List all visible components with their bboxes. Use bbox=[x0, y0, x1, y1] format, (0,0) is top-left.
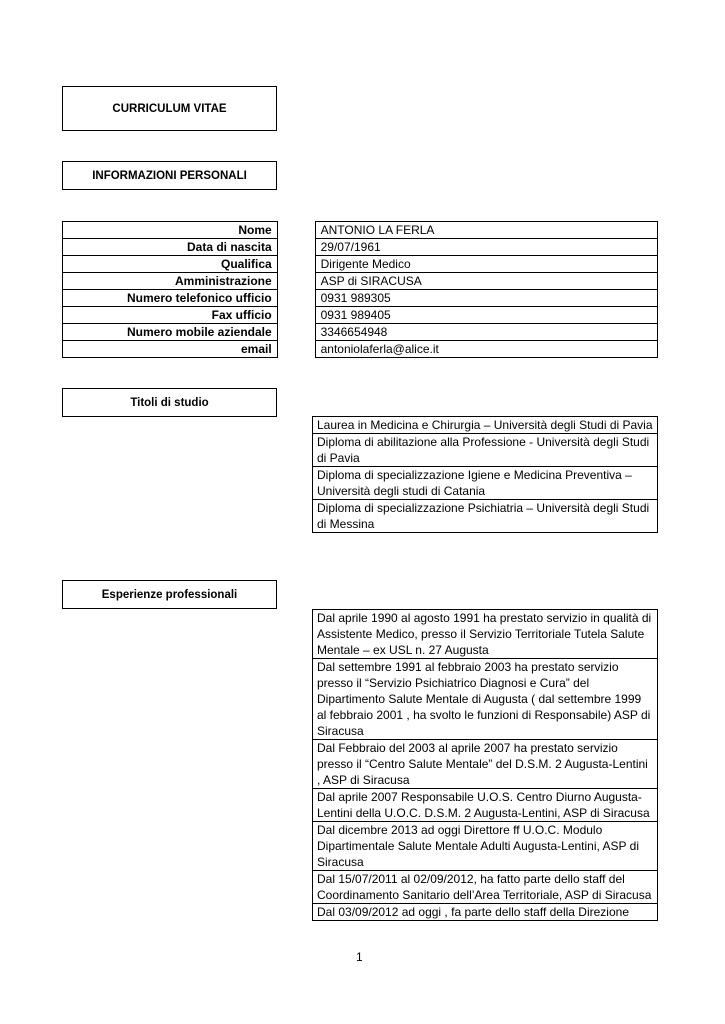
personal-info-spacer bbox=[277, 256, 315, 273]
personal-info-label: Numero mobile aziendale bbox=[63, 324, 278, 341]
personal-info-row bbox=[63, 290, 658, 307]
personal-info-row bbox=[63, 324, 658, 341]
experience-item: Dal 15/07/2011 al 02/09/2012, ha fatto parte dello staff del Coordinamento Sanitario dell’Area Territoriale, ASP di Siracusa bbox=[313, 871, 658, 904]
experience-row bbox=[313, 740, 658, 789]
education-table bbox=[312, 416, 658, 533]
education-item: Diploma di abilitazione alla Professione - Università degli Studi di Pavia bbox=[313, 434, 658, 467]
experience-row bbox=[313, 610, 658, 659]
personal-info-value: 3346654948 bbox=[315, 324, 657, 341]
education-row bbox=[313, 434, 658, 467]
personal-info-row bbox=[63, 222, 658, 239]
experience-header: Esperienze professionali bbox=[101, 588, 238, 601]
experience-header-box bbox=[62, 580, 277, 609]
education-header-box bbox=[62, 388, 277, 417]
experience-row bbox=[313, 659, 658, 740]
personal-info-value: 29/07/1961 bbox=[315, 239, 657, 256]
personal-info-label: Amministrazione bbox=[63, 273, 278, 290]
experience-row bbox=[313, 822, 658, 871]
personal-info-label: email bbox=[63, 341, 278, 358]
personal-info-value: 0931 989405 bbox=[315, 307, 657, 324]
education-row bbox=[313, 500, 658, 533]
page-number: 1 bbox=[356, 950, 363, 964]
personal-info-value: Dirigente Medico bbox=[315, 256, 657, 273]
personal-info-row bbox=[63, 273, 658, 290]
experience-item: Dal aprile 2007 Responsabile U.O.S. Centro Diurno Augusta-Lentini della U.O.C. D.S.M. 2 Augusta-Lentini, ASP di Siracusa bbox=[313, 789, 658, 822]
personal-info-spacer bbox=[277, 307, 315, 324]
personal-info-table bbox=[62, 221, 658, 358]
personal-info-label: Qualifica bbox=[63, 256, 278, 273]
personal-info-row bbox=[63, 239, 658, 256]
personal-info-value: ASP di SIRACUSA bbox=[315, 273, 657, 290]
personal-info-spacer bbox=[277, 239, 315, 256]
personal-info-value: 0931 989305 bbox=[315, 290, 657, 307]
education-item: Diploma di specializzazione Igiene e Medicina Preventiva – Università degli studi di Catania bbox=[313, 467, 658, 500]
education-row bbox=[313, 417, 658, 434]
personal-info-spacer bbox=[277, 341, 315, 358]
personal-info-label: Data di nascita bbox=[63, 239, 278, 256]
personal-info-label: Numero telefonico ufficio bbox=[63, 290, 278, 307]
personal-info-value: ANTONIO LA FERLA bbox=[315, 222, 657, 239]
education-row bbox=[313, 467, 658, 500]
experience-item: Dal aprile 1990 al agosto 1991 ha prestato servizio in qualità di Assistente Medico, presso il Servizio Territoriale Tutela Salute Mentale – ex USL n. 27 Augusta bbox=[313, 610, 658, 659]
experience-item: Dal Febbraio del 2003 al aprile 2007 ha prestato servizio presso il “Centro Salute Mentale” del D.S.M. 2 Augusta-Lentini , ASP di Siracusa bbox=[313, 740, 658, 789]
experience-item: Dal settembre 1991 al febbraio 2003 ha prestato servizio presso il “Servizio Psichiatrico Diagnosi e Cura” del Dipartimento Salute Mentale di Augusta ( dal settembre 1999 al febbraio 2001 , ha svolto le funzioni di Responsabile) ASP di Siracusa bbox=[313, 659, 658, 740]
experience-table bbox=[312, 609, 658, 921]
personal-info-header-box bbox=[62, 161, 277, 190]
personal-info-label: Nome bbox=[63, 222, 278, 239]
experience-row bbox=[313, 789, 658, 822]
personal-info-spacer bbox=[277, 290, 315, 307]
experience-row bbox=[313, 904, 658, 921]
education-header: Titoli di studio bbox=[130, 396, 209, 409]
cv-title: CURRICULUM VITAE bbox=[112, 102, 227, 115]
personal-info-row bbox=[63, 256, 658, 273]
personal-info-spacer bbox=[277, 324, 315, 341]
education-item: Diploma di specializzazione Psichiatria – Università degli Studi di Messina bbox=[313, 500, 658, 533]
experience-item: Dal 03/09/2012 ad oggi , fa parte dello staff della Direzione bbox=[313, 904, 658, 921]
personal-info-spacer bbox=[277, 222, 315, 239]
personal-info-header: INFORMAZIONI PERSONALI bbox=[92, 169, 247, 182]
experience-row bbox=[313, 871, 658, 904]
personal-info-row bbox=[63, 307, 658, 324]
education-item: Laurea in Medicina e Chirurgia – Università degli Studi di Pavia bbox=[313, 417, 658, 434]
personal-info-label: Fax ufficio bbox=[63, 307, 278, 324]
cv-title-box bbox=[62, 86, 277, 131]
experience-item: Dal dicembre 2013 ad oggi Direttore ff U.O.C. Modulo Dipartimentale Salute Mentale Adulti Augusta-Lentini, ASP di Siracusa bbox=[313, 822, 658, 871]
personal-info-row bbox=[63, 341, 658, 358]
personal-info-spacer bbox=[277, 273, 315, 290]
personal-info-value: antoniolaferla@alice.it bbox=[315, 341, 657, 358]
